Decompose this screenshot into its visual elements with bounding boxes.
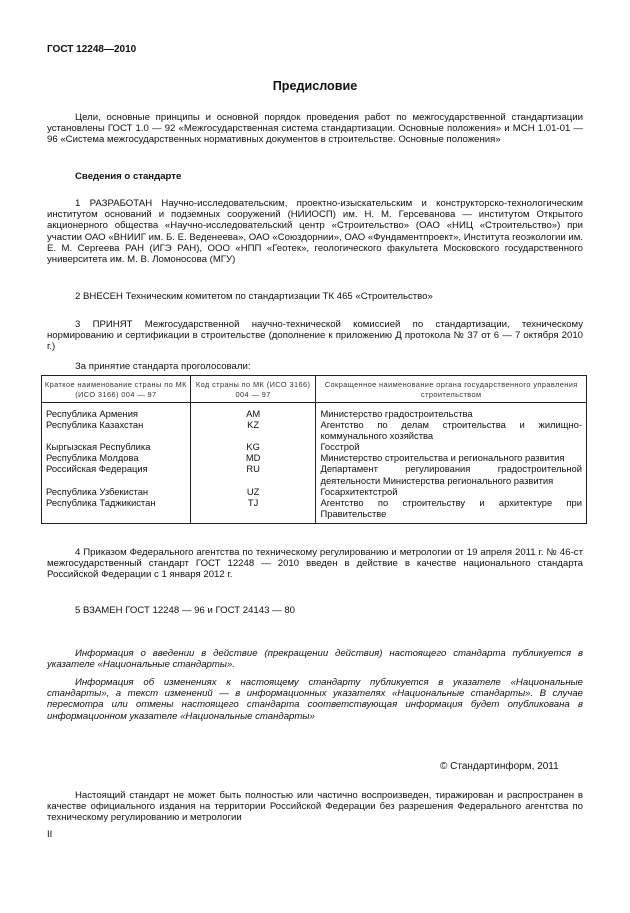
col-code-header: Код страны по МК (ИСО 3166) 004 — 97 — [190, 376, 316, 403]
code-cell: TJ — [190, 497, 316, 524]
item-adopted — [47, 319, 583, 353]
intro-paragraph — [47, 112, 583, 146]
page-title: Предисловие — [272, 79, 358, 93]
country-cell: Кыргызская Республика — [42, 441, 191, 452]
item-introduced-text: 2 ВНЕСЕН Техническим комитетом по стандартизации ТК 465 «Строительство» — [75, 291, 433, 302]
code-cell: KZ — [190, 419, 316, 441]
org-cell: Агентство по делам строительства и жилищно-коммунального хозяйства — [316, 419, 587, 441]
vote-table — [41, 375, 587, 524]
table-row — [42, 486, 587, 497]
item-order-text: 4 Приказом Федерального агентства по техническому регулированию и метрологии от 19 апреля 2011 г. № 46-ст межгосударственный стандарт ГОСТ 12248 — 2010 введен в действие в качестве национального стандарта Российской Федерации с 1 января 2012 г. — [47, 547, 583, 581]
notice-paragraph-2 — [47, 677, 583, 722]
country-cell: Республика Казахстан — [42, 419, 191, 441]
item-developed-text: 1 РАЗРАБОТАН Научно-исследовательским, проектно-изыскательским и конструкторско-технологическим институтом оснований и подземных сооружений (НИИОСП) им. Н. М. Герсеванова — институтом Открытого акционерного общества «Научно-исследовательский центр «Строительство» (ОАО «НИЦ «Строительство») при участии ОАО «ВНИИГ им. Б. Е. Веденеева», ОАО «Союздорнии», ОАО «Фундаментпроект», Института геоэкологии им. Е. М. Сергеева РАН (ИГЭ РАН), ООО «НПП «Геотек», геологического факультета Московского государственного университета им. М. В. Ломоносова (МГУ) — [47, 198, 583, 266]
notice-paragraph-1 — [47, 648, 583, 670]
code-cell: RU — [190, 463, 316, 485]
country-cell: Республика Армения — [42, 403, 191, 420]
page-number: II — [47, 829, 53, 840]
item-order — [47, 547, 583, 581]
table-row — [42, 403, 587, 420]
info-heading: Сведения о стандарте — [75, 171, 182, 182]
vote-table-header-row — [42, 376, 587, 403]
table-row — [42, 497, 587, 524]
reproduction-notice — [47, 790, 583, 824]
country-cell: Республика Таджикистан — [42, 497, 191, 524]
item-adopted-text: 3 ПРИНЯТ Межгосударственной научно-технической комиссией по стандартизации, техническому нормированию и сертификации в строительстве (дополнение к приложению Д протокола № 37 от 6 — 7 октября 2010 г.) — [47, 319, 583, 353]
table-row — [42, 463, 587, 485]
voted-intro: За принятие стандарта проголосовали: — [75, 361, 251, 372]
intro-text: Цели, основные принципы и основной порядок проведения работ по межгосударственной стандартизации установлены ГОСТ 1.0 — 92 «Межгосударственная система стандартизации. Основные положения» и МСН 1.01-01 — 96 «Система межгосударственных нормативных документов в строительстве. Основные положения» — [47, 112, 583, 146]
notice-text-2: Информация об изменениях к настоящему стандарту публикуется в указателе «Национальные стандарты», а текст изменений — в информационных указателях «Национальные стандарты». В случае пересмотра или отмены настоящего стандарта соответствующая информация будет опубликована в информационном указателе «Национальные стандарты» — [47, 677, 583, 722]
org-cell: Министерство строительства и регионального развития — [316, 452, 587, 463]
item-replaces — [47, 605, 583, 616]
item-introduced — [47, 291, 583, 302]
code-cell: KG — [190, 441, 316, 452]
col-org-header: Сокращенное наименование органа государственного управления строительством — [316, 376, 587, 403]
country-cell: Республика Молдова — [42, 452, 191, 463]
country-cell: Республика Узбекистан — [42, 486, 191, 497]
org-cell: Госархитектстрой — [316, 486, 587, 497]
document-id: ГОСТ 12248—2010 — [47, 44, 137, 55]
code-cell: UZ — [190, 486, 316, 497]
org-cell: Госстрой — [316, 441, 587, 452]
country-cell: Российская Федерация — [42, 463, 191, 485]
code-cell: AM — [190, 403, 316, 420]
reproduction-text: Настоящий стандарт не может быть полностью или частично воспроизведен, тиражирован и распространен в качестве официального издания на территории Российской Федерации без разрешения Федерального агентства по техническому регулированию и метрологии — [47, 790, 583, 824]
org-cell: Агентство по строительству и архитектуре при Правительстве — [316, 497, 587, 524]
table-row — [42, 441, 587, 452]
col-country-header: Краткое наименование страны по МК (ИСО 3166) 004 — 97 — [42, 376, 191, 403]
item-replaces-text: 5 ВЗАМЕН ГОСТ 12248 — 96 и ГОСТ 24143 — 80 — [75, 605, 296, 616]
table-row — [42, 419, 587, 441]
org-cell: Департамент регулирования градостроительной деятельности Министерства регионального развития — [316, 463, 587, 485]
notice-text-1: Информация о введении в действие (прекращении действия) настоящего стандарта публикуется в указателе «Национальные стандарты». — [47, 648, 583, 671]
code-cell: MD — [190, 452, 316, 463]
copyright-notice: © Стандартинформ, 2011 — [440, 761, 559, 772]
item-developed — [47, 198, 583, 265]
org-cell: Министерство градостроительства — [316, 403, 587, 420]
table-row — [42, 452, 587, 463]
